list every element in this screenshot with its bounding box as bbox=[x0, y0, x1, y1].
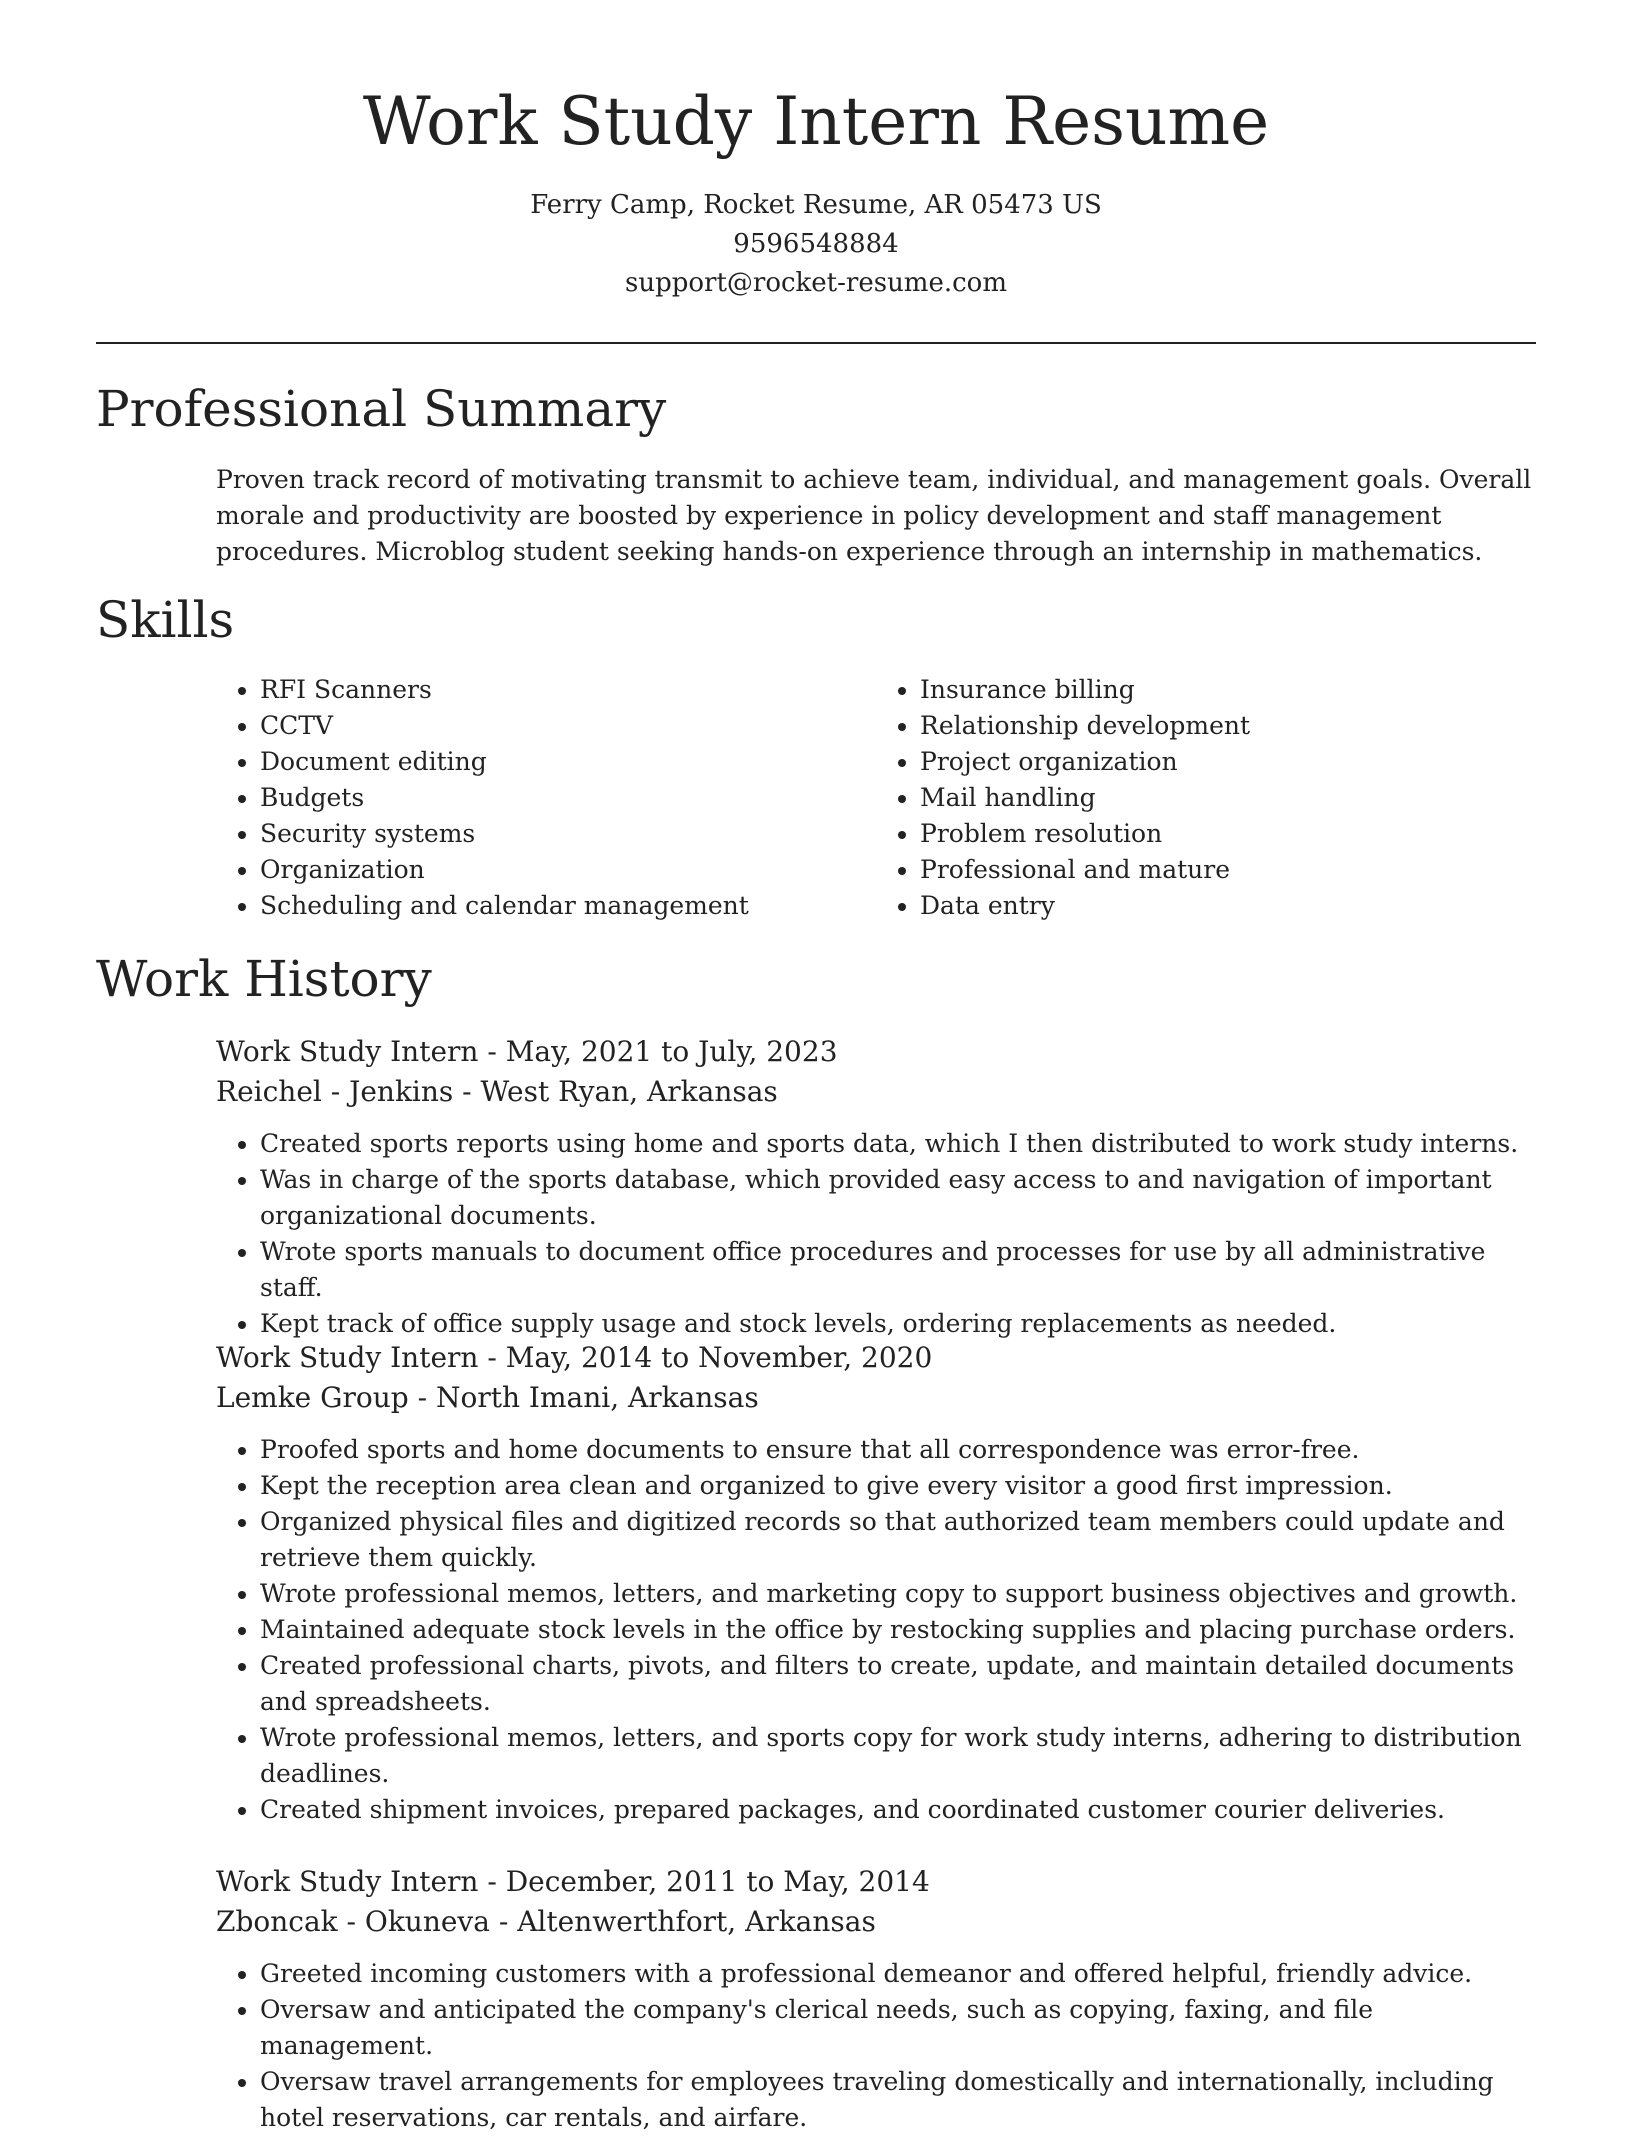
skill-item: • Budgets bbox=[260, 780, 876, 816]
job-company: Lemke Group bbox=[216, 1381, 409, 1414]
skill-item: • Scheduling and calendar management bbox=[260, 888, 876, 924]
job-bullet: • Wrote professional memos, letters, and sports copy for work study interns, adhering to distribution deadlines. bbox=[260, 1720, 1536, 1792]
skill-item: • Professional and mature bbox=[920, 852, 1536, 888]
job-company: Reichel - Jenkins bbox=[216, 1075, 454, 1108]
job-company-line bbox=[216, 1378, 1536, 1418]
job-company-line bbox=[216, 1902, 1536, 1942]
skills-column-1 bbox=[216, 672, 876, 924]
job-bullet: • Oversaw travel arrangements for employees traveling domestically and internationally, including hotel reservations, car rentals, and airfare. bbox=[260, 2064, 1536, 2136]
job-bullet: • Created shipment invoices, prepared packages, and coordinated customer courier deliveries. bbox=[260, 1792, 1536, 1828]
job-bullets bbox=[216, 1126, 1536, 1342]
job-title-line bbox=[216, 1862, 1536, 1902]
job-role: Work Study Intern bbox=[216, 1865, 479, 1898]
job-bullet: • Was in charge of the sports database, which provided easy access to and navigation of important organizational documents. bbox=[260, 1162, 1536, 1234]
work-history-heading: Work History bbox=[96, 950, 432, 1008]
job-bullets bbox=[216, 1956, 1536, 2136]
skill-item: • RFI Scanners bbox=[260, 672, 876, 708]
job-bullet: • Proofed sports and home documents to ensure that all correspondence was error-free. bbox=[260, 1432, 1536, 1468]
skill-item: • Mail handling bbox=[920, 780, 1536, 816]
job-bullet: • Created sports reports using home and sports data, which I then distributed to work study interns. bbox=[260, 1126, 1536, 1162]
skill-item: • Insurance billing bbox=[920, 672, 1536, 708]
summary-text: Proven track record of motivating transmit to achieve team, individual, and management goals. Overall morale and productivity are boosted by experience in policy development and staff management procedures. Microblog student seeking hands-on experience through an internship in mathematics. bbox=[216, 465, 1532, 566]
header-divider bbox=[96, 342, 1536, 344]
skill-item: • CCTV bbox=[260, 708, 876, 744]
job-title-line bbox=[216, 1032, 1536, 1072]
resume-title: Work Study Intern Resume bbox=[362, 83, 1270, 160]
job-role: Work Study Intern bbox=[216, 1035, 479, 1068]
job-bullet: • Wrote sports manuals to document office procedures and processes for use by all administrative staff. bbox=[260, 1234, 1536, 1306]
resume-header bbox=[0, 0, 1632, 303]
contact-phone: 9596548884 bbox=[733, 228, 899, 259]
job-title-line bbox=[216, 1338, 1536, 1378]
job-dates: - December, 2011 to May, 2014 bbox=[478, 1865, 930, 1898]
job-bullet: • Kept the reception area clean and organized to give every visitor a good first impression. bbox=[260, 1468, 1536, 1504]
skill-item: • Relationship development bbox=[920, 708, 1536, 744]
job-entry bbox=[216, 1032, 1536, 1342]
job-bullet: • Maintained adequate stock levels in the office by restocking supplies and placing purchase orders. bbox=[260, 1612, 1536, 1648]
skill-item: • Problem resolution bbox=[920, 816, 1536, 852]
job-bullet: • Kept track of office supply usage and stock levels, ordering replacements as needed. bbox=[260, 1306, 1536, 1342]
skills-heading: Skills bbox=[96, 591, 235, 649]
job-bullets bbox=[216, 1432, 1536, 1828]
job-dates: - May, 2014 to November, 2020 bbox=[478, 1341, 933, 1374]
skill-item: • Security systems bbox=[260, 816, 876, 852]
contact-address: Ferry Camp, Rocket Resume, AR 05473 US bbox=[530, 189, 1102, 220]
job-bullet: • Oversaw and anticipated the company's clerical needs, such as copying, faxing, and file management. bbox=[260, 1992, 1536, 2064]
skill-item: • Project organization bbox=[920, 744, 1536, 780]
job-entry bbox=[216, 1338, 1536, 1828]
job-company: Zboncak - Okuneva bbox=[216, 1905, 490, 1938]
job-location: - Altenwerthfort, Arkansas bbox=[489, 1905, 876, 1938]
job-company-line bbox=[216, 1072, 1536, 1112]
job-role: Work Study Intern bbox=[216, 1341, 479, 1374]
skills-column-2 bbox=[876, 672, 1536, 924]
job-entry bbox=[216, 1862, 1536, 2136]
contact-email: support@rocket-resume.com bbox=[624, 267, 1007, 298]
skills-list bbox=[216, 672, 1536, 924]
skill-item: • Document editing bbox=[260, 744, 876, 780]
skill-item: • Organization bbox=[260, 852, 876, 888]
contact-block bbox=[0, 186, 1632, 303]
summary-heading: Professional Summary bbox=[96, 380, 667, 438]
job-location: - West Ryan, Arkansas bbox=[453, 1075, 778, 1108]
job-bullet: • Greeted incoming customers with a professional demeanor and offered helpful, friendly advice. bbox=[260, 1956, 1536, 1992]
job-bullet: • Organized physical files and digitized records so that authorized team members could update and retrieve them quickly. bbox=[260, 1504, 1536, 1576]
job-bullet: • Wrote professional memos, letters, and marketing copy to support business objectives and growth. bbox=[260, 1576, 1536, 1612]
job-bullet: • Created professional charts, pivots, and filters to create, update, and maintain detailed documents and spreadsheets. bbox=[260, 1648, 1536, 1720]
skill-item: • Data entry bbox=[920, 888, 1536, 924]
job-location: - North Imani, Arkansas bbox=[408, 1381, 759, 1414]
job-dates: - May, 2021 to July, 2023 bbox=[478, 1035, 838, 1068]
